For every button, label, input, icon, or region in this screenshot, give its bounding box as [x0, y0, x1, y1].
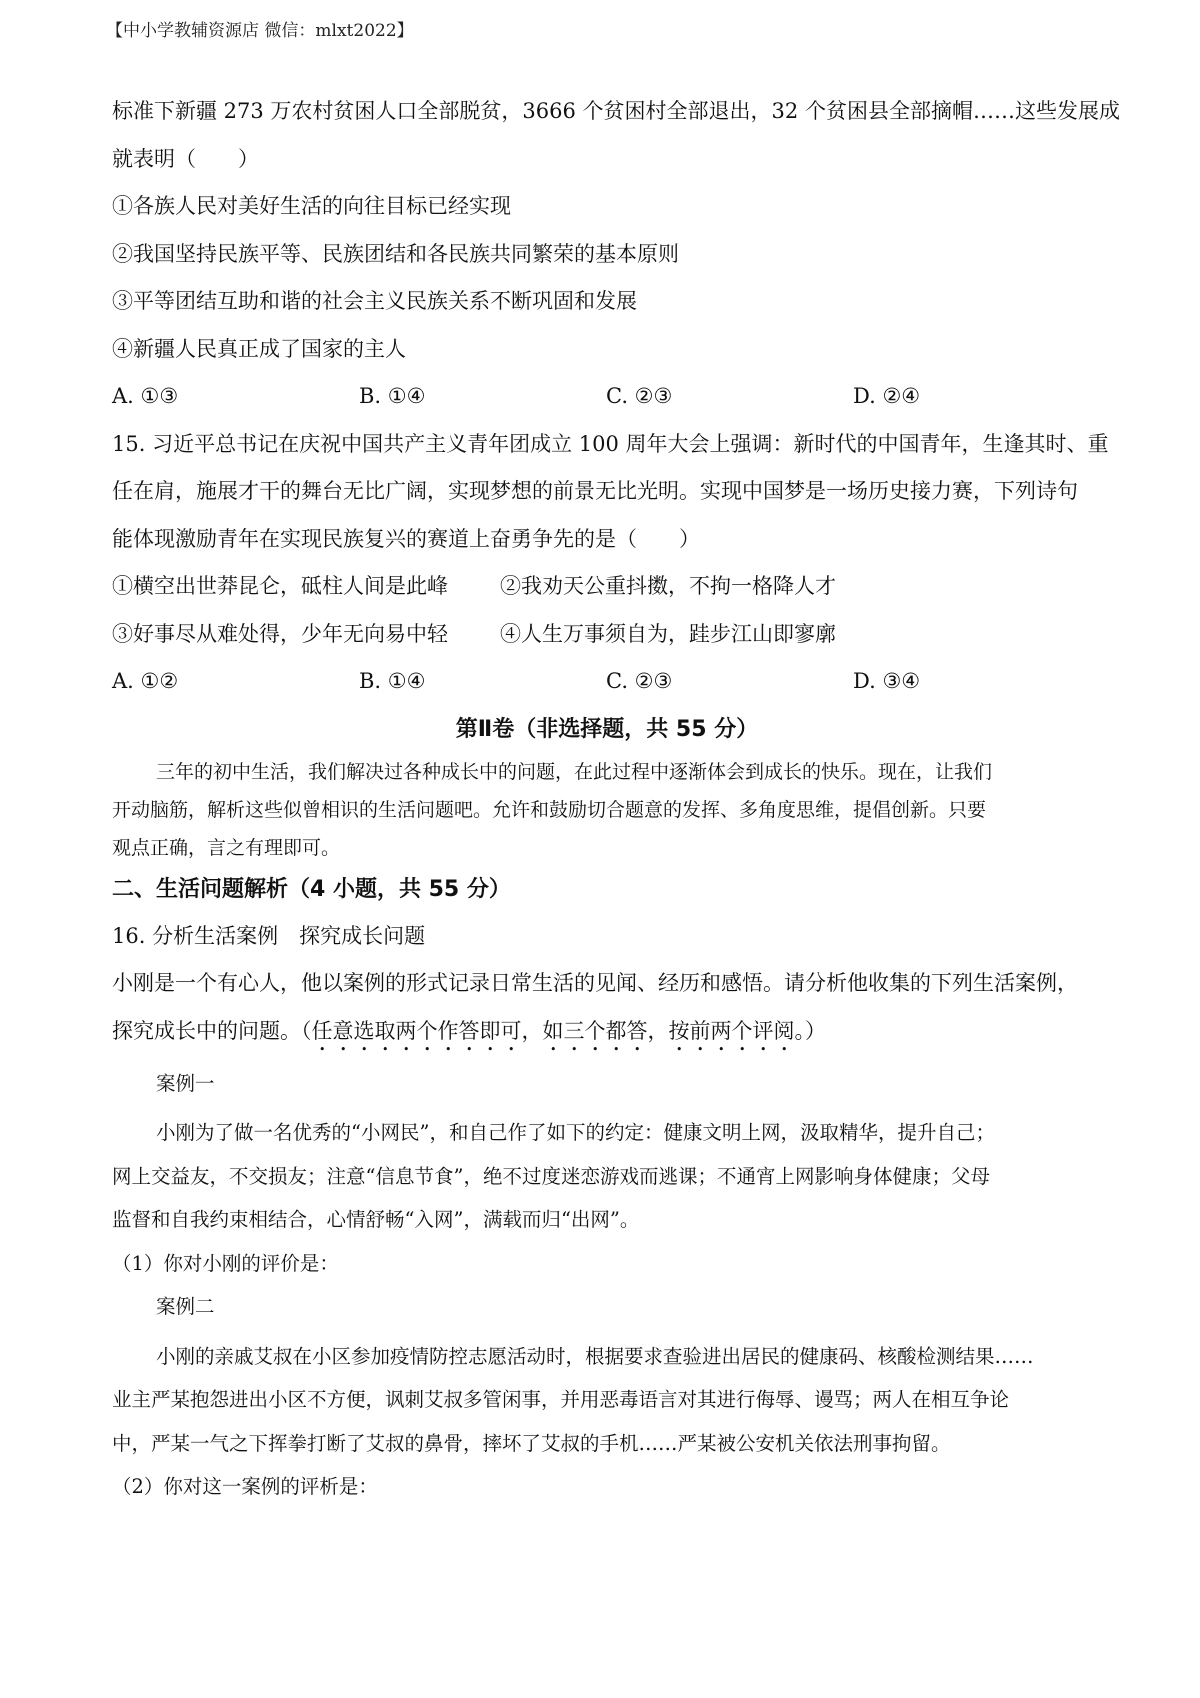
q14-option-a: A. ①③	[112, 384, 179, 408]
part2-intro	[112, 753, 1102, 867]
q16-line2-prefix: 探究成长中的问题。（	[112, 1018, 312, 1043]
case1-line2: 网上交益友，不交损友；注意“信息节食”，绝不过度迷恋游戏而逃课；不通宵上网影响身体健康；父母	[112, 1164, 990, 1188]
q15-option-d: D. ③④	[853, 669, 921, 693]
q16-sub1: （1）你对小刚的评价是：	[112, 1251, 339, 1275]
case1-line1: 小刚为了做一名优秀的“小网民”，和自己作了如下的约定：健康文明上网，汲取精华，提升自己；	[156, 1121, 995, 1144]
case2-line1: 小刚的亲戚艾叔在小区参加疫情防控志愿活动时，根据要求查验进出居民的健康码、核酸检测结果……	[156, 1344, 1034, 1368]
q16-line1: 小刚是一个有心人，他以案例的形式记录日常生活的见闻、经历和感悟。请分析他收集的下列生活案例，	[112, 971, 1078, 995]
q16-emphasis-c: 按前两个评阅	[668, 1018, 795, 1043]
case2-label: 案例二	[156, 1295, 215, 1318]
q16-line2-suffix: 。）	[794, 1018, 826, 1043]
part2-intro-line2: 开动脑筋，解析这些似曾相识的生活问题吧。允许和鼓励切合题意的发挥、多角度思维，提倡创新。只要	[112, 798, 987, 821]
q14-item-3: ③平等团结互助和谐的社会主义民族关系不断巩固和发展	[112, 289, 637, 313]
q16-emphasis-b: 如三个都答	[542, 1018, 648, 1043]
part2-intro-line1: 三年的初中生活，我们解决过各种成长中的问题，在此过程中逐渐体会到成长的快乐。现在，让我们	[156, 760, 993, 783]
q14-option-d: D. ②④	[853, 384, 921, 408]
q15-option-b: B. ①④	[359, 669, 426, 693]
q14-stem-line1: 标准下新疆 273 万农村贫困人口全部脱贫，3666 个贫困村全部退出，32 个贫困县全部摘帽……这些发展成	[112, 99, 1120, 123]
q14-option-c: C. ②③	[606, 384, 673, 408]
q15-item-1: ①横空出世莽昆仑，砥柱人间是此峰	[112, 574, 448, 598]
q15-option-a: A. ①②	[112, 669, 179, 693]
q14-item-1: ①各族人民对美好生活的向往目标已经实现	[112, 194, 511, 218]
q15-options	[112, 658, 1102, 706]
q15-item-2: ②我劝天公重抖擞，不拘一格降人才	[500, 574, 836, 598]
part2-intro-line3: 观点正确，言之有理即可。	[112, 836, 341, 859]
q14-item-4: ④新疆人民真正成了国家的主人	[112, 336, 406, 361]
q15-option-c: C. ②③	[606, 669, 673, 693]
case2-line2: 业主严某抱怨进出小区不方便，讽刺艾叔多管闲事，并用恶毒语言对其进行侮辱、谩骂；两人在相互争论	[112, 1388, 1010, 1411]
part2-title: 第Ⅱ卷（非选择题，共 55 分）	[455, 716, 759, 742]
q16-line2	[112, 1008, 1102, 1056]
q15-stem-line2: 任在肩，施展才干的舞台无比广阔，实现梦想的前景无比光明。实现中国梦是一场历史接力赛，下列诗句	[112, 479, 1078, 503]
q15-items-row1	[112, 563, 1102, 611]
q14-option-b: B. ①④	[359, 384, 426, 408]
q16-line2-sep2: ，	[647, 1018, 669, 1043]
q15-item-3: ③好事尽从难处得，少年无向易中轻	[112, 621, 448, 646]
q16-emphasis-a: 任意选取两个作答即可	[311, 1018, 522, 1043]
q15-stem-line3: 能体现激励青年在实现民族复兴的赛道上奋勇争先的是（ ）	[112, 526, 700, 551]
section-heading: 二、生活问题解析（4 小题，共 55 分）	[112, 876, 511, 902]
q16-sub2: （2）你对这一案例的评析是：	[112, 1475, 378, 1498]
q16-line2-sep: ，	[521, 1018, 543, 1043]
q14-options	[112, 373, 1102, 421]
q14-item-2: ②我国坚持民族平等、民族团结和各民族共同繁荣的基本原则	[112, 241, 679, 266]
case1-line3: 监督和自我约束相结合，心情舒畅“入网”，满载而归“出网”。	[112, 1208, 640, 1231]
q16-title: 16. 分析生活案例 探究成长问题	[112, 923, 426, 948]
q15-item-4: ④人生万事须自为，跬步江山即寥廓	[500, 621, 836, 646]
case2-line3: 中，严某一气之下挥拳打断了艾叔的鼻骨，摔坏了艾叔的手机……严某被公安机关依法刑事拘留。	[112, 1431, 951, 1455]
q15-items-row2	[112, 611, 1102, 659]
case1-label: 案例一	[156, 1071, 215, 1095]
q14-stem-line2: 就表明（ ）	[112, 146, 259, 171]
watermark: 【中小学教辅资源店 微信：mlxt2022】	[106, 21, 414, 41]
page-content	[112, 88, 1120, 1509]
q15-stem-line1: 15. 习近平总书记在庆祝中国共产主义青年团成立 100 周年大会上强调：新时代的中国青年，生逢其时、重	[112, 431, 1109, 456]
